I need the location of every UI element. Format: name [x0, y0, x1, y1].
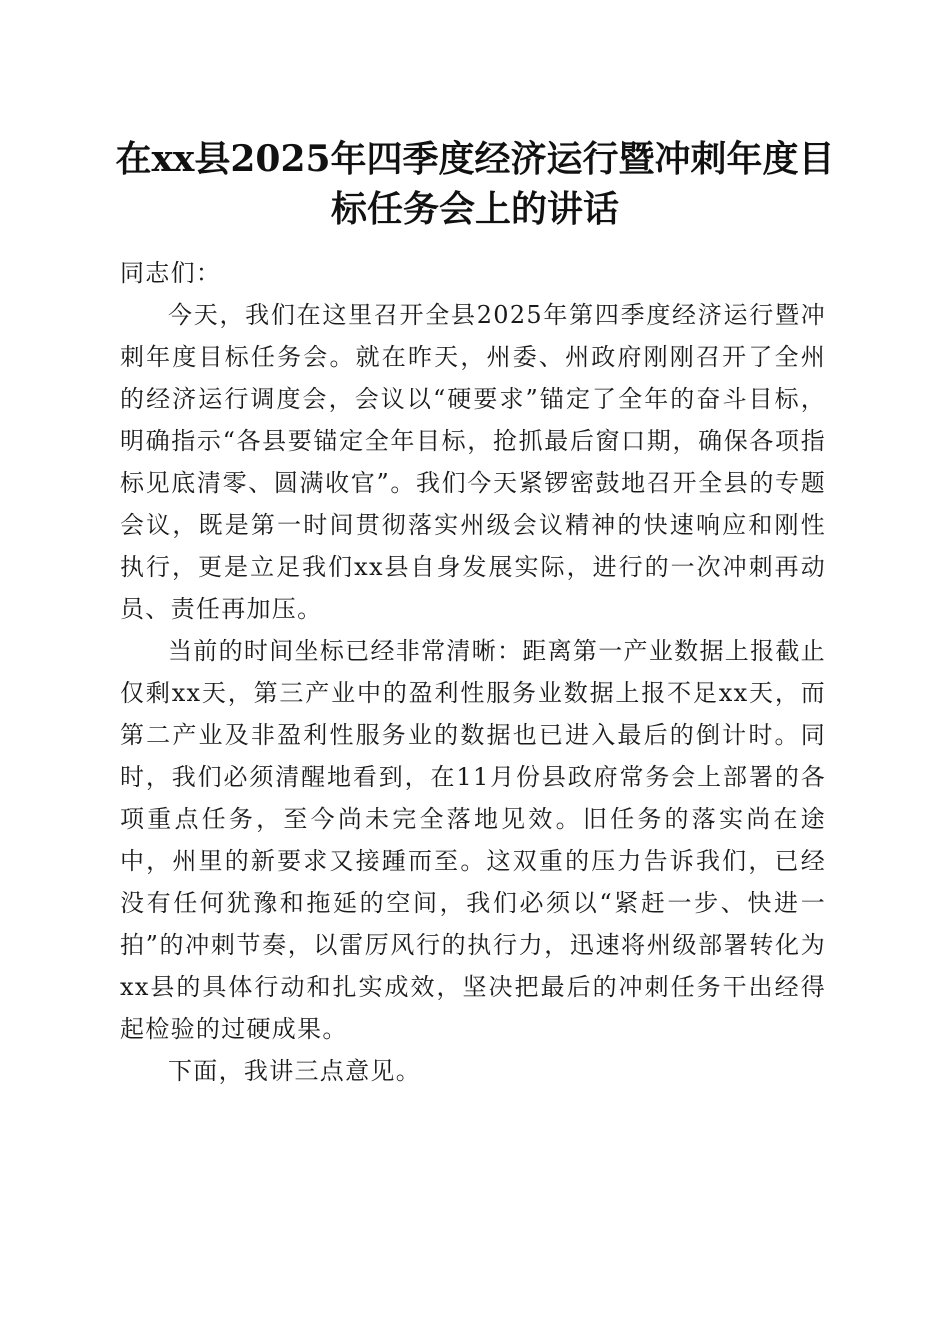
paragraph-transition: 下面，我讲三点意见。	[168, 1057, 421, 1085]
paragraph-opening: 今天，我们在这里召开全县2025年第四季度经济运行暨冲刺年度目标任务会。就在昨天，州委、州政府刚刚召开了全州的经济运行调度会，会议以“硬要求”锚定了全年的奋斗目标，明确指示“各县要锚定全年目标，抢抓最后窗口期，确保各项指标见底清零、圆满收官”。我们今天紧锣密鼓地召开全县的专题会议，既是第一时间贯彻落实州级会议精神的快速响应和刚性执行，更是立足我们xx县自身发展实际，进行的一次冲刺再动员、责任再加压。	[120, 301, 826, 623]
paragraph-situation: 当前的时间坐标已经非常清晰：距离第一产业数据上报截止仅剩xx天，第三产业中的盈利性服务业数据上报不足xx天，而第二产业及非盈利性服务业的数据也已进入最后的倒计时。同时，我们必须清醒地看到，在11月份县政府常务会上部署的各项重点任务，至今尚未完全落地见效。旧任务的落实尚在途中，州里的新要求又接踵而至。这双重的压力告诉我们，已经没有任何犹豫和拖延的空间，我们必须以“紧赶一步、快进一拍”的冲刺节奏，以雷厉风行的执行力，迅速将州级部署转化为xx县的具体行动和扎实成效，坚决把最后的冲刺任务干出经得起检验的过硬成果。	[120, 637, 826, 1043]
salutation: 同志们：	[120, 259, 222, 287]
document-title: 在xx县2025年四季度经济运行暨冲刺年度目标任务会上的讲话	[115, 138, 835, 230]
document-body	[120, 252, 826, 1092]
